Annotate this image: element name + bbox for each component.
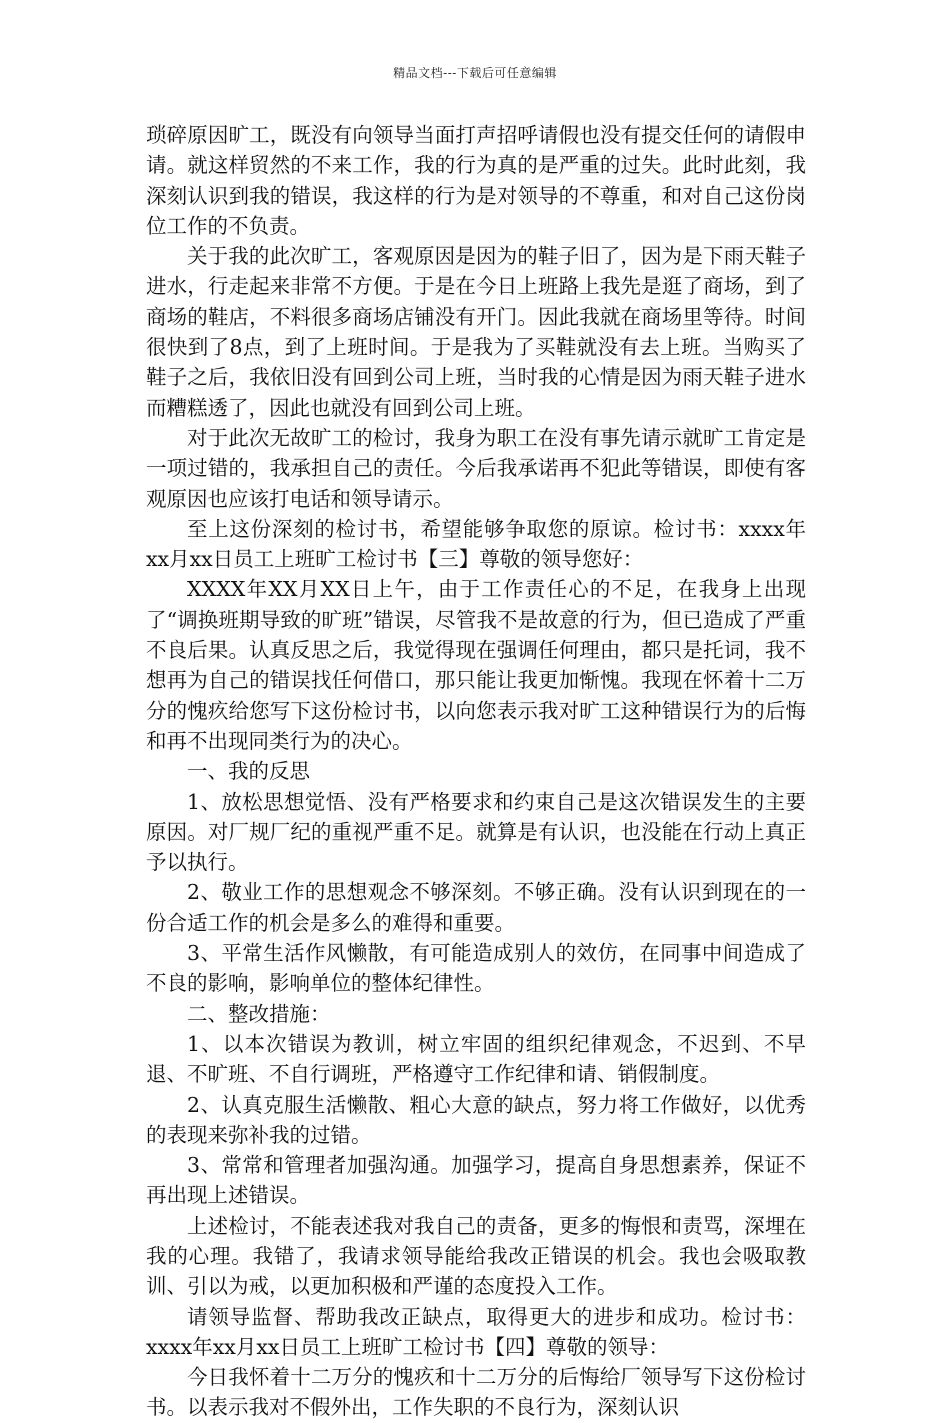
list-item: 3、常常和管理者加强沟通。加强学习，提高自身思想素养，保证不再出现上述错误。 [146,1153,806,1208]
list-item: 1、放松思想觉悟、没有严格要求和约束自己是这次错误发生的主要原因。对厂规厂纪的重视严重不足。就算是有认识，也没能在行动上真正予以执行。 [146,789,806,875]
paragraph: 请领导监督、帮助我改正缺点，取得更大的进步和成功。检讨书：xxxx年xx月xx日员工上班旷工检讨书【四】尊敬的领导： [146,1304,806,1359]
page-header: 精品文档---下载后可任意编辑 [393,66,557,80]
paragraph: 对于此次无故旷工的检讨，我身为职工在没有事先请示就旷工肯定是一项过错的，我承担自己的责任。今后我承诺再不犯此等错误，即使有客观原因也应该打电话和领导请示。 [146,425,806,511]
section-heading: 一、我的反思 [187,759,310,784]
paragraph: 上述检讨，不能表述我对我自己的责备，更多的悔恨和责骂，深埋在我的心理。我错了，我请求领导能给我改正错误的机会。我也会吸取教训、引以为戒，以更加积极和严谨的态度投入工作。 [146,1213,806,1299]
list-item: 1、以本次错误为教训，树立牢固的组织纪律观念，不迟到、不早退、不旷班、不自行调班，严格遵守工作纪律和请、销假制度。 [146,1031,806,1087]
paragraph: 琐碎原因旷工，既没有向领导当面打声招呼请假也没有提交任何的请假申请。就这样贸然的不来工作，我的行为真的是严重的过失。此时此刻，我深刻认识到我的错误，我这样的行为是对领导的不尊重，和对自己这份岗位工作的不负责。 [146,123,806,238]
section-heading: 二、整改措施： [187,1001,331,1026]
paragraph: 关于我的此次旷工，客观原因是因为的鞋子旧了，因为是下雨天鞋子进水，行走起来非常不方便。于是在今日上班路上我先是逛了商场，到了商场的鞋店，不料很多商场店铺没有开门。因此我就在商场里等待。时间很快到了8点，到了上班时间。于是我为了买鞋就没有去上班。当购买了鞋子之后，我依旧没有回到公司上班，当时我的心情是因为雨天鞋子进水而糟糕透了，因此也就没有回到公司上班。 [146,244,806,420]
list-item: 3、平常生活作风懒散，有可能造成别人的效仿，在同事中间造成了不良的影响，影响单位的整体纪律性。 [146,941,806,996]
paragraph: XXXX年XX月XX日上午，由于工作责任心的不足，在我身上出现了“调换班期导致的旷班”错误，尽管我不是故意的行为，但已造成了严重不良后果。认真反思之后，我觉得现在强调任何理由，都只是托词，我不想再为自己的错误找任何借口，那只能让我更加惭愧。我现在怀着十二万分的愧疚给您写下这份检讨书，以向您表示我对旷工这种错误行为的后悔和再不出现同类行为的决心。 [146,577,806,753]
document-body [146,120,806,1423]
list-item: 2、认真克服生活懒散、粗心大意的缺点，努力将工作做好，以优秀的表现来弥补我的过错。 [146,1092,806,1147]
paragraph: 今日我怀着十二万分的愧疚和十二万分的后悔给厂领导写下这份检讨书。以表示我对不假外出，工作失职的不良行为，深刻认识 [146,1365,806,1420]
paragraph: 至上这份深刻的检讨书，希望能够争取您的原谅。检讨书：xxxx年xx月xx日员工上班旷工检讨书【三】尊敬的领导您好： [146,516,806,572]
list-item: 2、敬业工作的思想观念不够深刻。不够正确。没有认识到现在的一份合适工作的机会是多么的难得和重要。 [146,880,806,935]
